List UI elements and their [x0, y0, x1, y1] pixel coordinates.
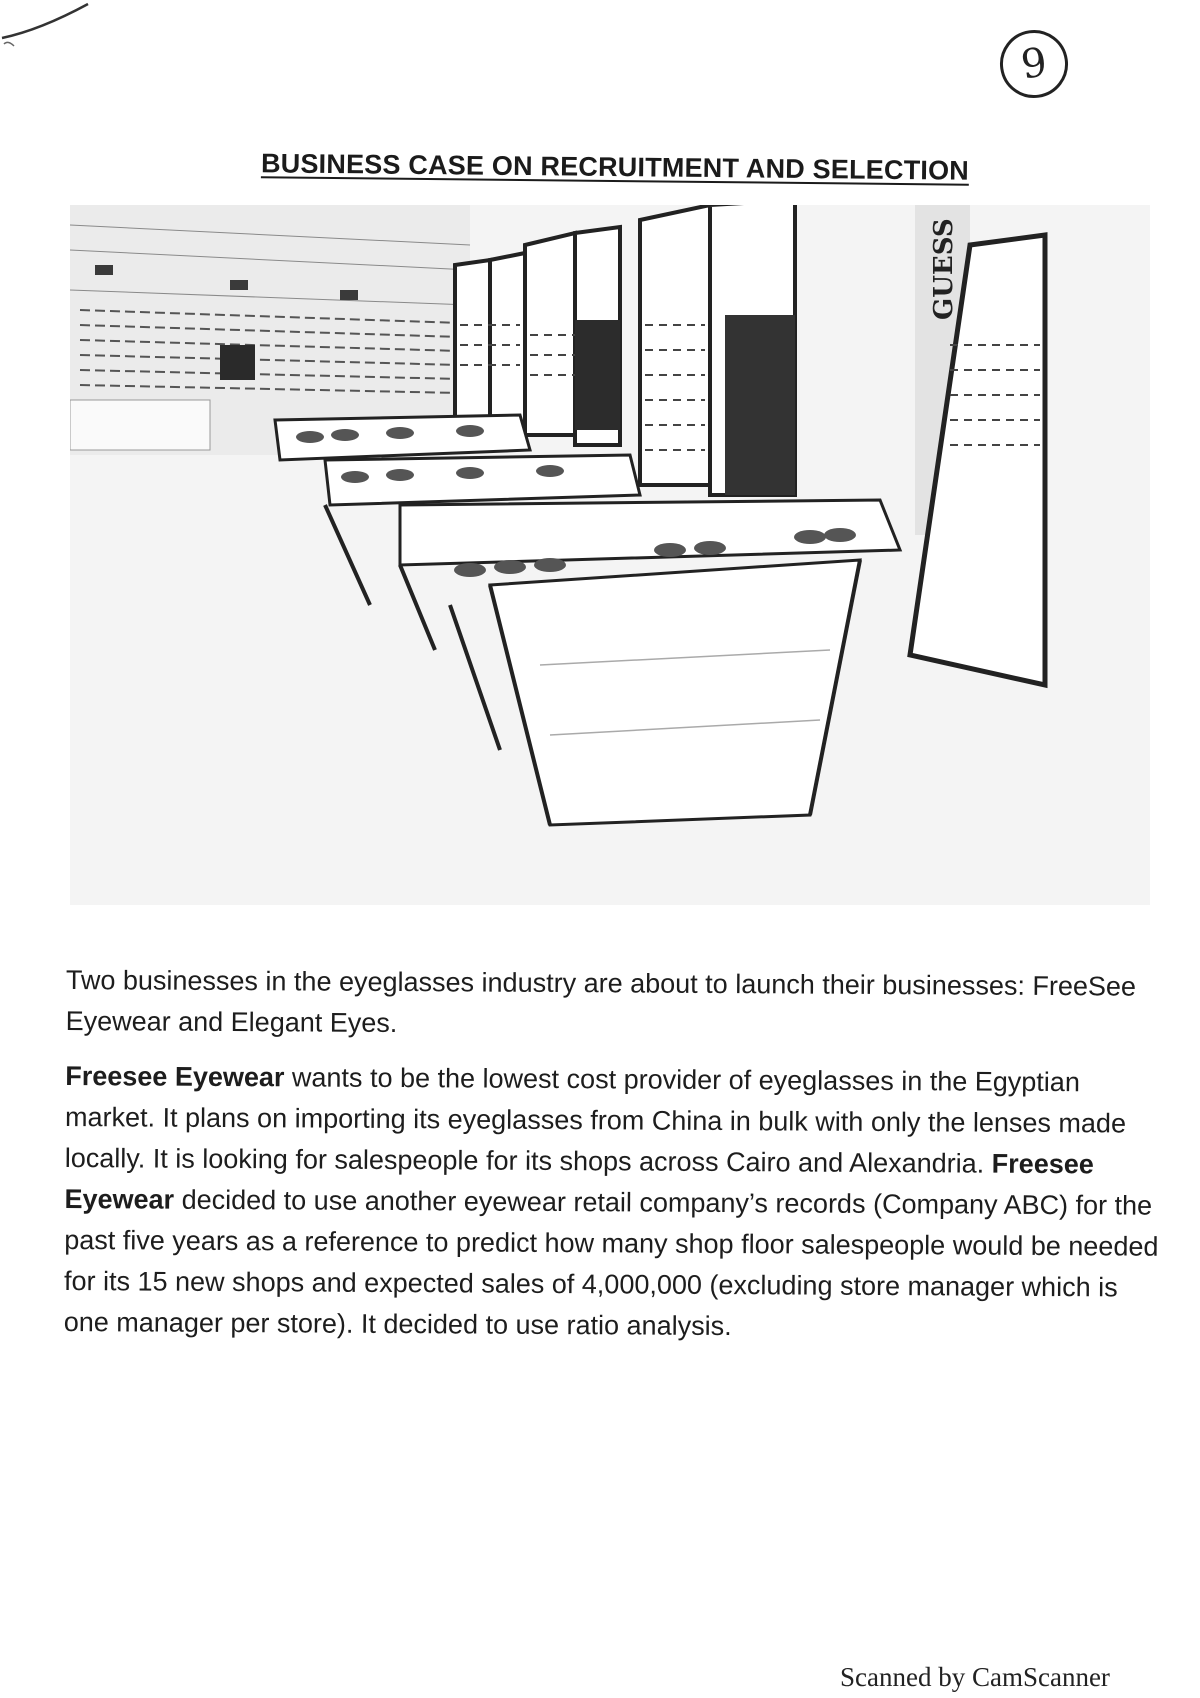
page-number-text: 9	[1018, 39, 1050, 89]
pen-mark-decoration	[0, 0, 110, 60]
document-title: BUSINESS CASE ON RECRUITMENT AND SELECTION	[260, 148, 970, 186]
freesee-text-part-2: decided to use another eyewear retail company’s records (Company ABC) for the past five years as a reference to predict how many shop floor salespeople would be needed for its 15 new shops and expected sales of 4,000,000 (excluding store manager which is one manager per store). It decided to use ratio analysis.	[63, 1184, 1159, 1342]
freesee-text-part-1: wants to be the lowest cost provider of eyeglasses in the Egyptian market. It plans on importing its eyeglasses from China in bulk with only the lenses made locally. It is looking for salespeople for its shops across Cairo and Alexandria.	[64, 1062, 1127, 1179]
scanner-watermark: Scanned by CamScanner	[840, 1662, 1110, 1692]
handwritten-page-number	[996, 26, 1073, 103]
freesee-name-bold-2: Freesee Eyewear	[64, 1148, 1094, 1215]
freesee-name-bold: Freesee Eyewear	[65, 1060, 285, 1093]
freesee-paragraph	[64, 1056, 1166, 1350]
intro-text: Two businesses in the eyeglasses industry are about to launch their businesses: FreeSee Eyewear and Elegant Eyes.	[65, 964, 1137, 1039]
guess-sign: GUESS	[929, 218, 959, 320]
case-body-text	[64, 960, 1166, 1364]
eyewear-store-photo	[70, 205, 1150, 905]
intro-paragraph	[65, 960, 1165, 1049]
